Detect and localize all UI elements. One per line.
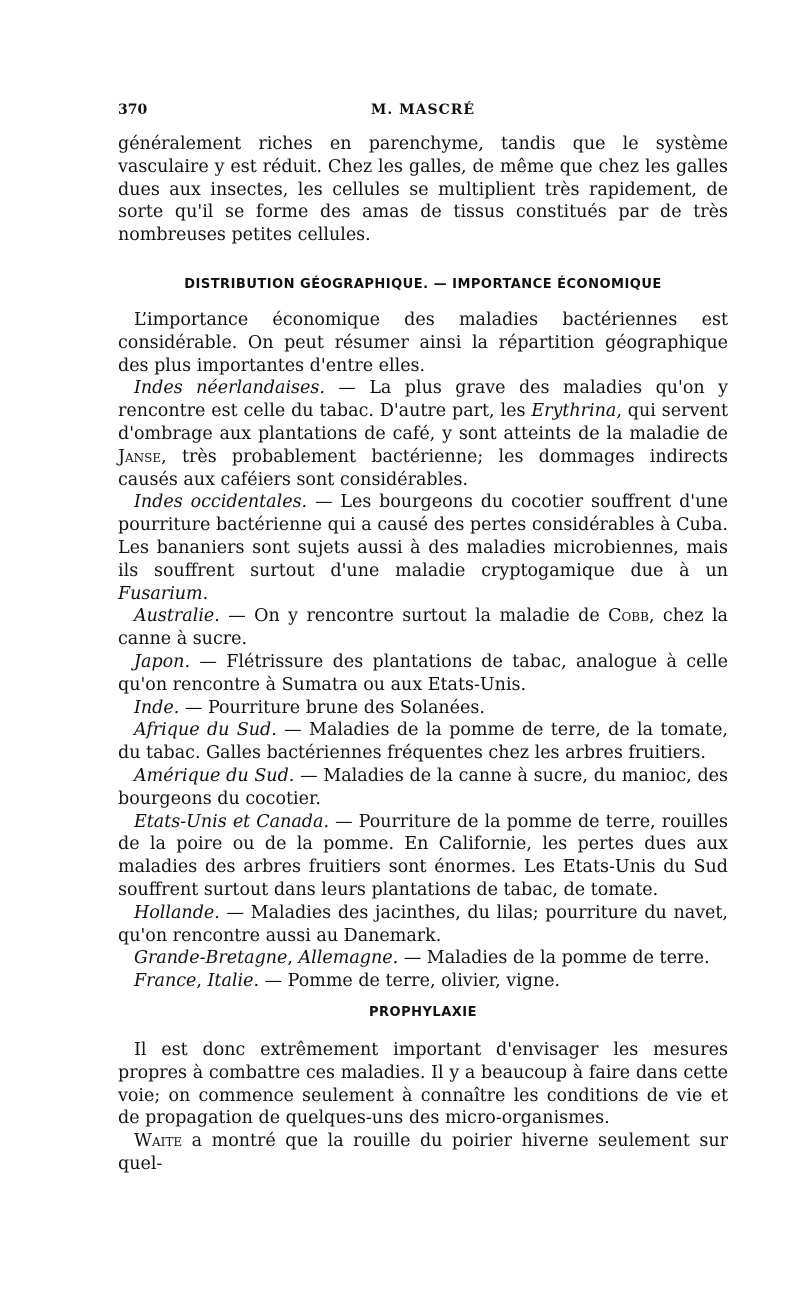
region-paragraph: Grande-Bretagne, Allemagne. — Maladies de la pomme de terre. [134, 948, 710, 969]
region-paragraph: Indes néerlandaises. — La plus grave des maladies qu'on y rencontre est celle du tabac. D'autre part, les Erythrina, qui servent d'ombrage aux plantations de café, y sont atteints de la maladie de Janse, très probablement bactérienne; les dommages indirects causés aux caféiers sont considérables. [118, 378, 728, 490]
region-paragraph: Australie. — On y rencontre surtout la maladie de Cobb, chez la canne à sucre. [118, 606, 728, 650]
region-name: Etats-Unis et Canada. [134, 811, 330, 832]
region-name: France [134, 971, 197, 992]
region-name: Hollande. [134, 902, 220, 923]
region-paragraph: Indes occidentales. — Les bourgeons du cocotier souffrent d'une pourriture bactérienne qui a causé des pertes considérables à Cuba. Les bananiers sont sujets aussi à des maladies microbiennes, mais ils souffrent surtout d'une maladie cryptogamique due à un Fusarium. [118, 492, 728, 604]
region-paragraph: France, Italie. — Pomme de terre, olivier, vigne. [134, 971, 561, 992]
prophylaxie-paragraph: Il est donc extrêmement important d'envisager les mesures propres à combattre ces maladies. Il y a beaucoup à faire dans cette voie; on commence seulement à connaître les conditions de vie et de propagation de quelques-uns des micro-organismes. [118, 1040, 728, 1129]
region-paragraph: Etats-Unis et Canada. — Pourriture de la pomme de terre, rouilles de la poire ou de la pomme. En Californie, les pertes dues aux maladies des arbres fruitiers sont énormes. Les Etats-Unis du Sud souffrent surtout dans leurs plantations de tabac, de tomate. [118, 811, 729, 900]
running-title: M. MASCRÉ [370, 102, 476, 118]
lead-paragraph: L’importance économique des maladies bactériennes est considérable. On peut résumer ainsi la répartition géographique des plus importantes d'entre elles. [118, 310, 728, 376]
region-name: Indes néerlandaises. [134, 378, 325, 399]
region-paragraph: Afrique du Sud. — Maladies de la pomme de terre, de la tomate, du tabac. Galles bactériennes fréquentes chez les arbres fruitiers. [118, 720, 728, 764]
running-header [118, 102, 728, 124]
region-paragraph: Hollande. — Maladies des jacinthes, du lilas; pourriture du navet, qu'on rencontre aussi au Danemark. [118, 902, 728, 946]
prophylaxie-paragraph-2: Waite a montré que la rouille du poirier hiverne seulement sur quel- [118, 1131, 728, 1174]
distribution-body [118, 309, 728, 993]
region-name: Grande-Bretagne [134, 948, 288, 969]
region-name: Indes occidentales. [134, 492, 308, 513]
page-number: 370 [118, 102, 148, 118]
region-paragraph: Inde. — Pourriture brune des Solanées. [134, 697, 485, 718]
section-heading-distribution: DISTRIBUTION GÉOGRAPHIQUE. — IMPORTANCE ÉCONOMIQUE [184, 277, 662, 292]
region-name: Japon. [134, 651, 191, 672]
region-name: Afrique du Sud. [134, 720, 277, 741]
intro-paragraph [118, 133, 728, 247]
region-paragraph: Japon. — Flétrissure des plantations de tabac, analogue à celle qu'on rencontre à Sumatra ou aux Etats-Unis. [118, 651, 728, 695]
region-name: Australie. [134, 606, 220, 627]
prophylaxie-body [118, 1039, 728, 1176]
section-heading-prophylaxie: PROPHYLAXIE [369, 1005, 477, 1020]
author-name: Waite [134, 1131, 183, 1152]
region-name: Amérique du Sud. [134, 765, 295, 786]
intro-text: généralement riches en parenchyme, tandis que le système vasculaire y est réduit. Chez les galles, de même que chez les galles dues aux insectes, les cellules se multiplient très rapidement, de sorte qu'il se forme des amas de tissus constitués par de très nombreuses petites cellules. [118, 134, 728, 246]
region-paragraph: Amérique du Sud. — Maladies de la canne à sucre, du manioc, des bourgeons du cocotier. [118, 765, 728, 809]
region-name: Inde. [134, 697, 180, 718]
